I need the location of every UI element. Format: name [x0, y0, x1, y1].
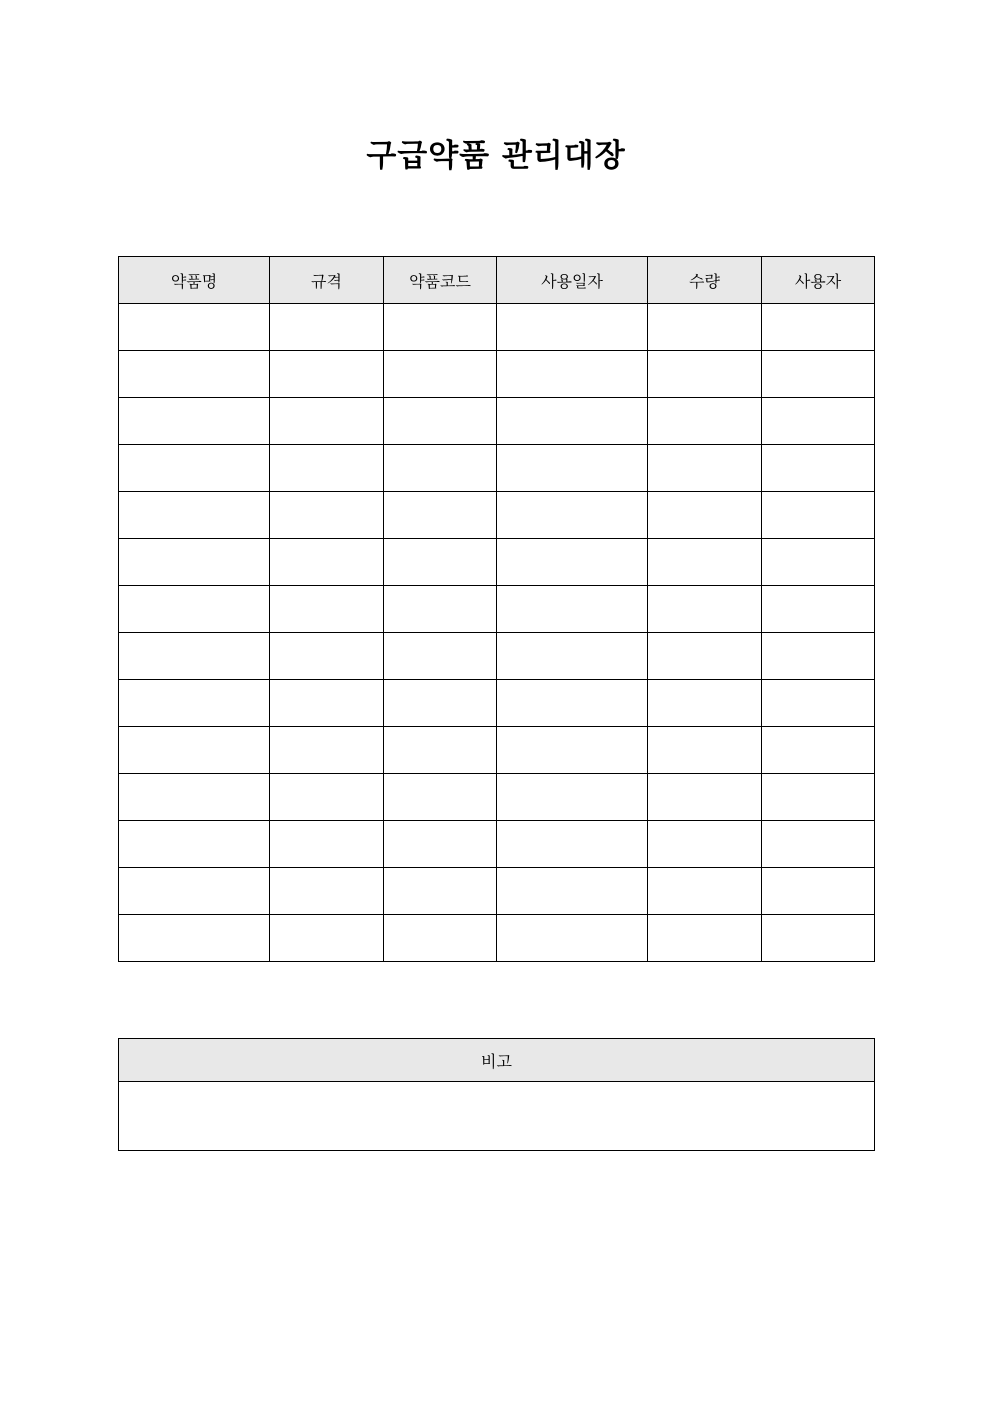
- user-cell[interactable]: [762, 821, 875, 868]
- quantity-cell[interactable]: [648, 680, 762, 727]
- quantity-cell[interactable]: [648, 915, 762, 962]
- specification-cell[interactable]: [270, 304, 384, 351]
- medicine-name-cell[interactable]: [119, 492, 270, 539]
- usage-date-cell[interactable]: [497, 398, 648, 445]
- usage-date-cell[interactable]: [497, 868, 648, 915]
- medicine-ledger-table: [118, 256, 875, 962]
- medicine-name-cell[interactable]: [119, 868, 270, 915]
- quantity-cell[interactable]: [648, 727, 762, 774]
- specification-cell[interactable]: [270, 539, 384, 586]
- medicine-code-cell[interactable]: [384, 821, 497, 868]
- quantity-cell[interactable]: [648, 304, 762, 351]
- medicine-code-cell[interactable]: [384, 398, 497, 445]
- medicine-code-cell[interactable]: [384, 727, 497, 774]
- medicine-name-cell[interactable]: [119, 351, 270, 398]
- table-row: [119, 633, 875, 680]
- user-cell[interactable]: [762, 398, 875, 445]
- medicine-name-cell[interactable]: [119, 304, 270, 351]
- specification-cell[interactable]: [270, 633, 384, 680]
- medicine-name-cell[interactable]: [119, 727, 270, 774]
- ledger-body: [119, 304, 875, 962]
- quantity-cell[interactable]: [648, 633, 762, 680]
- medicine-code-cell[interactable]: [384, 445, 497, 492]
- usage-date-cell[interactable]: [497, 680, 648, 727]
- medicine-name-cell[interactable]: [119, 821, 270, 868]
- user-cell[interactable]: [762, 727, 875, 774]
- table-row: [119, 868, 875, 915]
- user-cell[interactable]: [762, 492, 875, 539]
- quantity-cell[interactable]: [648, 868, 762, 915]
- user-cell[interactable]: [762, 304, 875, 351]
- column-header-usage-date: 사용일자: [497, 257, 648, 304]
- user-cell[interactable]: [762, 445, 875, 492]
- table-row: [119, 727, 875, 774]
- user-cell[interactable]: [762, 586, 875, 633]
- specification-cell[interactable]: [270, 445, 384, 492]
- specification-cell[interactable]: [270, 868, 384, 915]
- table-row: [119, 680, 875, 727]
- medicine-name-cell[interactable]: [119, 398, 270, 445]
- page-title: 구급약품 관리대장: [366, 138, 626, 174]
- user-cell[interactable]: [762, 774, 875, 821]
- table-row: [119, 351, 875, 398]
- quantity-cell[interactable]: [648, 774, 762, 821]
- medicine-code-cell[interactable]: [384, 680, 497, 727]
- column-header-medicine-code: 약품코드: [384, 257, 497, 304]
- table-row: [119, 304, 875, 351]
- quantity-cell[interactable]: [648, 821, 762, 868]
- usage-date-cell[interactable]: [497, 774, 648, 821]
- user-cell[interactable]: [762, 633, 875, 680]
- column-header-specification: 규격: [270, 257, 384, 304]
- user-cell[interactable]: [762, 351, 875, 398]
- header-row: [119, 257, 875, 304]
- table-row: [119, 445, 875, 492]
- remarks-header: 비고: [119, 1039, 875, 1082]
- quantity-cell[interactable]: [648, 539, 762, 586]
- usage-date-cell[interactable]: [497, 304, 648, 351]
- column-header-quantity: 수량: [648, 257, 762, 304]
- user-cell[interactable]: [762, 539, 875, 586]
- table-row: [119, 774, 875, 821]
- medicine-code-cell[interactable]: [384, 915, 497, 962]
- remarks-field[interactable]: [119, 1082, 875, 1151]
- user-cell[interactable]: [762, 680, 875, 727]
- table-row: [119, 821, 875, 868]
- usage-date-cell[interactable]: [497, 633, 648, 680]
- medicine-name-cell[interactable]: [119, 445, 270, 492]
- medicine-name-cell[interactable]: [119, 680, 270, 727]
- medicine-name-cell[interactable]: [119, 586, 270, 633]
- specification-cell[interactable]: [270, 821, 384, 868]
- usage-date-cell[interactable]: [497, 539, 648, 586]
- quantity-cell[interactable]: [648, 445, 762, 492]
- medicine-name-cell[interactable]: [119, 915, 270, 962]
- medicine-code-cell[interactable]: [384, 492, 497, 539]
- specification-cell[interactable]: [270, 680, 384, 727]
- usage-date-cell[interactable]: [497, 586, 648, 633]
- specification-cell[interactable]: [270, 492, 384, 539]
- table-row: [119, 398, 875, 445]
- user-cell[interactable]: [762, 915, 875, 962]
- user-cell[interactable]: [762, 868, 875, 915]
- medicine-code-cell[interactable]: [384, 868, 497, 915]
- medicine-name-cell[interactable]: [119, 774, 270, 821]
- medicine-code-cell[interactable]: [384, 774, 497, 821]
- usage-date-cell[interactable]: [497, 821, 648, 868]
- specification-cell[interactable]: [270, 586, 384, 633]
- specification-cell[interactable]: [270, 727, 384, 774]
- column-header-medicine-name: 약품명: [119, 257, 270, 304]
- medicine-code-cell[interactable]: [384, 351, 497, 398]
- specification-cell[interactable]: [270, 915, 384, 962]
- specification-cell[interactable]: [270, 398, 384, 445]
- usage-date-cell[interactable]: [497, 727, 648, 774]
- medicine-name-cell[interactable]: [119, 539, 270, 586]
- table-row: [119, 915, 875, 962]
- medicine-code-cell[interactable]: [384, 633, 497, 680]
- medicine-code-cell[interactable]: [384, 539, 497, 586]
- specification-cell[interactable]: [270, 351, 384, 398]
- quantity-cell[interactable]: [648, 351, 762, 398]
- table-row: [119, 586, 875, 633]
- medicine-name-cell[interactable]: [119, 633, 270, 680]
- usage-date-cell[interactable]: [497, 915, 648, 962]
- quantity-cell[interactable]: [648, 398, 762, 445]
- usage-date-cell[interactable]: [497, 351, 648, 398]
- column-header-user: 사용자: [762, 257, 875, 304]
- usage-date-cell[interactable]: [497, 445, 648, 492]
- specification-cell[interactable]: [270, 774, 384, 821]
- usage-date-cell[interactable]: [497, 492, 648, 539]
- table-row: [119, 539, 875, 586]
- table-row: [119, 492, 875, 539]
- quantity-cell[interactable]: [648, 586, 762, 633]
- remarks-table: [118, 1038, 875, 1151]
- medicine-code-cell[interactable]: [384, 586, 497, 633]
- quantity-cell[interactable]: [648, 492, 762, 539]
- medicine-code-cell[interactable]: [384, 304, 497, 351]
